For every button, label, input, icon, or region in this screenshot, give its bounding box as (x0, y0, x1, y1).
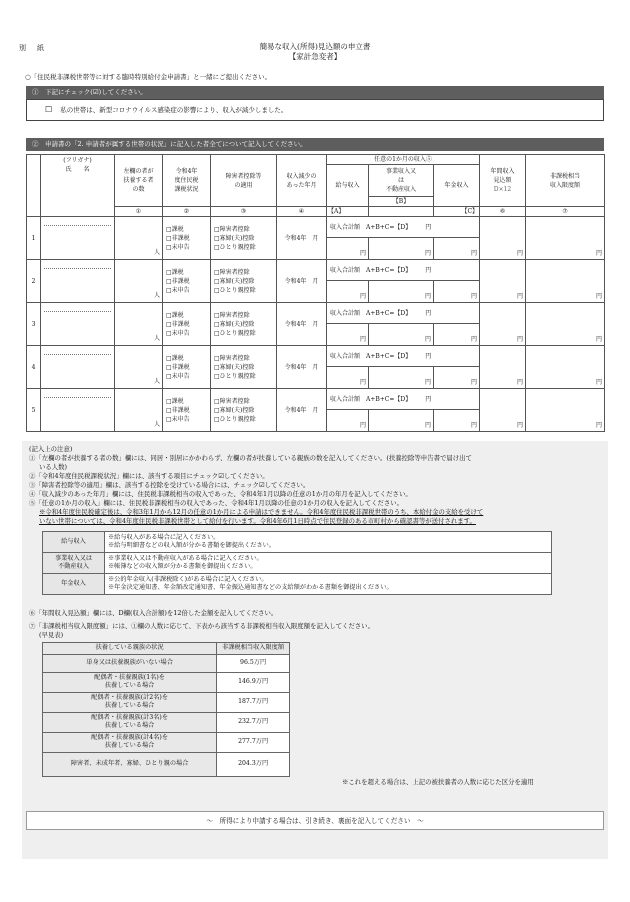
pension-income-cell[interactable] (434, 238, 480, 260)
limit-row (43, 692, 290, 712)
dependents-header-2: 扶養する者 (123, 177, 154, 184)
limit-row-status-line: 障害者、未成年者、寡婦、ひとり親の場合 (70, 759, 189, 767)
income-sum-label: 収入合計額 A+B+C=【D】 (330, 395, 412, 403)
circ-4: ④ (277, 207, 327, 217)
deduction-option-disability[interactable]: □障害者控除 (214, 311, 250, 319)
limit-row-status-line: 配偶者・扶養親族(1名)を (94, 673, 165, 681)
covid-checkbox-label: 私の世帯は、新型コロナウイルス感染症の影響により、収入が減少しました。 (60, 106, 288, 114)
income-type-pension-note-1: ※公的年金収入(非課税除く)がある場合に記入ください。 (108, 575, 268, 583)
covid-checkbox[interactable]: ☐ (45, 105, 53, 114)
furigana-field[interactable] (44, 260, 111, 269)
limit-row-status (43, 654, 217, 672)
salary-income-cell[interactable] (327, 324, 369, 346)
limit-cell[interactable] (526, 303, 605, 346)
household-table (26, 154, 605, 432)
limit-header-1: 非課税相当 (550, 172, 581, 180)
income-type-pension-note-2: ※年金決定通知書、年金額改定通知書、年金振込通知書などの支給額がわかる書類を御提出ください。 (108, 584, 393, 591)
dependents-cell[interactable] (115, 260, 163, 303)
limit-row-status-line: 扶養している場合 (104, 722, 155, 729)
limit-row (43, 752, 290, 776)
limit-cell[interactable] (526, 217, 605, 260)
business-income-cell[interactable] (369, 367, 434, 389)
limit-cell[interactable] (526, 260, 605, 303)
income-sum-cell[interactable] (327, 217, 480, 238)
pension-income-cell[interactable] (434, 324, 480, 346)
tax-status-cell (163, 303, 211, 346)
business-yen: 円 (424, 293, 431, 300)
pension-letter: 【C】 (434, 207, 480, 217)
section1-header: ① 下記にチェック(☑)してください。 (26, 86, 604, 99)
form-title: 簡易な収入(所得)見込額の申立書 (259, 42, 371, 51)
limit-yen: 円 (596, 293, 603, 300)
person-unit: 人 (153, 335, 160, 342)
tax-option-nontaxable[interactable]: □非課税 (166, 277, 190, 285)
decrease-month-cell[interactable]: 令和4年 月 (277, 346, 327, 389)
annual-income-cell[interactable] (480, 217, 526, 260)
note-4: ④「収入減少のあった年月」欄には、住民税非課税相当の収入であった、令和4年1月以降の任意の1か月の年月を記入してください。 (29, 490, 412, 498)
business-income-cell[interactable] (369, 410, 434, 432)
circ-3: ③ (211, 207, 277, 217)
name-cell[interactable] (41, 217, 115, 260)
tax-option-taxable[interactable]: □課税 (166, 268, 184, 276)
salary-yen: 円 (359, 293, 366, 300)
income-type-business-2: 不動産収入 (58, 563, 89, 570)
limit-row-status (43, 672, 217, 692)
pension-income-cell[interactable] (434, 281, 480, 303)
deduction-option-single-parent[interactable]: □ひとり親控除 (214, 286, 256, 294)
circ-6: ⑥ (480, 207, 526, 217)
furigana-field[interactable] (44, 217, 111, 226)
note-5-warning-1: ※令和4年度住民税確定後は、令和3年1月から12月の任意の1か月による申請はできません。令和4年度住民税非課税世帯のうち、本給付金の支給を受けて (39, 508, 484, 516)
annual-income-cell[interactable] (480, 303, 526, 346)
pension-header: 年金収入 (434, 165, 480, 207)
limit-row-status-line: 扶養している場合 (104, 702, 155, 709)
annual-yen: 円 (517, 379, 524, 386)
income-type-business-note-1: ※事業収入又は不動産収入がある場合に記入ください。 (108, 554, 263, 562)
circ-1: ① (115, 207, 163, 217)
limit-row-amount: 277.7万円 (217, 732, 290, 752)
row-number: 2 (27, 260, 41, 303)
tax-option-nontaxable[interactable]: □非課税 (166, 406, 190, 414)
tax-status-header-3: 課税状況 (174, 186, 199, 193)
tax-status-cell (163, 260, 211, 303)
annual-yen: 円 (517, 293, 524, 300)
business-header-2: は (397, 177, 404, 184)
person-row (27, 389, 605, 410)
deduction-cell (211, 217, 277, 260)
deduction-option-disability[interactable]: □障害者控除 (214, 268, 250, 276)
pension-yen: 円 (471, 250, 478, 257)
limit-table-header-amount: 非課税相当収入限度額 (217, 643, 290, 655)
dependents-header-3: の数 (132, 186, 145, 193)
limit-row-amount: 204.3万円 (217, 752, 290, 776)
limit-row-status (43, 712, 217, 732)
limit-yen: 円 (596, 422, 603, 429)
salary-income-cell[interactable] (327, 281, 369, 303)
tax-status-cell (163, 346, 211, 389)
tax-option-undeclared[interactable]: □未申告 (166, 372, 190, 380)
tax-status-header-1: 令和4年 (175, 168, 198, 175)
deduction-option-widow[interactable]: □寡婦(夫)控除 (214, 363, 255, 371)
person-unit: 人 (153, 421, 160, 428)
dependents-header-1: 左欄の者が (123, 168, 154, 175)
salary-income-cell[interactable] (327, 410, 369, 432)
person-row (27, 303, 605, 324)
income-sum-label: 収入合計額 A+B+C=【D】 (330, 223, 412, 231)
row-number: 4 (27, 346, 41, 389)
income-sum-label: 収入合計額 A+B+C=【D】 (330, 266, 412, 274)
note-7: ⑦「非課税相当収入限度額」には、①欄の人数に応じて、下表から該当する非課税相当収入限度額を記入してください。 (29, 622, 374, 630)
income-sum-yen: 円 (425, 309, 432, 317)
tax-option-nontaxable[interactable]: □非課税 (166, 363, 190, 371)
annual-header-2: 見込額 (493, 177, 512, 184)
note-5-warning-2: いない世帯については、令和4年度住民税非課税世帯として給付を行います。令和4年6月1日時点で住民登録のある市町村から確認書等が送付されます。 (39, 517, 476, 525)
business-header-3: 不動産収入 (385, 186, 416, 193)
person-rows (27, 217, 605, 432)
limit-row-amount: 146.9万円 (217, 672, 290, 692)
dependents-cell[interactable] (115, 346, 163, 389)
deduction-option-widow[interactable]: □寡婦(夫)控除 (214, 406, 255, 414)
form-subtitle: 【家計急変者】 (288, 52, 342, 61)
row-number: 3 (27, 303, 41, 346)
annual-header-1: 年間収入 (490, 168, 515, 175)
business-letter: 【B】 (369, 197, 434, 207)
annual-yen: 円 (517, 250, 524, 257)
pension-yen: 円 (471, 422, 478, 429)
income-sum-cell[interactable] (327, 389, 480, 410)
attachment-label: 別 紙 (19, 44, 46, 52)
dependents-cell[interactable] (115, 389, 163, 432)
tax-option-taxable[interactable]: □課税 (166, 354, 184, 362)
income-sum-label: 収入合計額 A+B+C=【D】 (330, 309, 412, 317)
limit-row-status-line: 配偶者・扶養親族(計4名)を (91, 733, 169, 741)
name-cell[interactable] (41, 389, 115, 432)
salary-letter: 【A】 (327, 207, 369, 217)
business-income-cell[interactable] (369, 238, 434, 260)
limit-row (43, 712, 290, 732)
tax-option-taxable[interactable]: □課税 (166, 397, 184, 405)
circ-7: ⑦ (526, 207, 605, 217)
business-yen: 円 (424, 336, 431, 343)
business-yen: 円 (424, 250, 431, 257)
salary-yen: 円 (359, 379, 366, 386)
business-yen: 円 (424, 422, 431, 429)
deduction-option-widow[interactable]: □寡婦(夫)控除 (214, 234, 255, 242)
person-unit: 人 (153, 378, 160, 385)
tax-option-undeclared[interactable]: □未申告 (166, 329, 190, 337)
limit-row-amount: 187.7万円 (217, 692, 290, 712)
footer-message: ～ 所得により申請する場合は、引き続き、裏面を記入してください ～ (26, 811, 604, 830)
form-title-block (0, 42, 630, 62)
tax-option-taxable[interactable]: □課税 (166, 311, 184, 319)
limit-row-status-line: 配偶者・扶養親族(計3名)を (91, 713, 169, 721)
limit-yen: 円 (596, 379, 603, 386)
income-sum-yen: 円 (425, 223, 432, 231)
income-type-salary: 給与収入 (43, 532, 105, 553)
salary-income-cell[interactable] (327, 238, 369, 260)
decrease-header-2: あった年月 (286, 181, 317, 189)
decrease-month-cell[interactable]: 令和4年 月 (277, 260, 327, 303)
limit-rows (43, 654, 290, 776)
note-2: ②「令和4年度住民税課税状況」欄には、該当する項目にチェック☑してください。 (29, 472, 269, 480)
note-1a: ①「左欄の者が扶養する者の数」欄には、同居・別居にかかわらず、左欄の者が扶養している親族の数を記入してください。(扶養控除等申告書で届け出て (29, 454, 472, 462)
limit-row (43, 654, 290, 672)
tax-option-nontaxable[interactable]: □非課税 (166, 234, 190, 242)
pension-yen: 円 (471, 379, 478, 386)
annual-income-cell[interactable] (480, 260, 526, 303)
income-sum-yen: 円 (425, 352, 432, 360)
deduction-option-disability[interactable]: □障害者控除 (214, 354, 250, 362)
income-sum-yen: 円 (425, 395, 432, 403)
person-unit: 人 (153, 249, 160, 256)
limit-row-status (43, 752, 217, 776)
note-6: ⑥「年間収入見込額」欄には、D欄(収入合計額)を12倍した金額を記入してください。 (29, 609, 278, 617)
salary-yen: 円 (359, 336, 366, 343)
income-type-salary-note-2: ※給与明細書などの収入額が分かる書類を御提出ください。 (108, 542, 276, 549)
deduction-option-widow[interactable]: □寡婦(夫)控除 (214, 320, 255, 328)
deduction-option-single-parent[interactable]: □ひとり親控除 (214, 372, 256, 380)
decrease-month-cell[interactable]: 令和4年 月 (277, 303, 327, 346)
annual-income-cell[interactable] (480, 389, 526, 432)
section2-header: ② 申請書の「2. 申請者が属する世帯の状況」に記入した者全てについて記入してください。 (26, 138, 604, 151)
deduction-option-single-parent[interactable]: □ひとり親控除 (214, 415, 256, 423)
limit-row (43, 672, 290, 692)
income-type-salary-note-1: ※給与収入がある場合に記入ください。 (108, 533, 220, 541)
pension-yen: 円 (471, 293, 478, 300)
annual-income-cell[interactable] (480, 346, 526, 389)
name-cell[interactable] (41, 346, 115, 389)
decrease-month-cell[interactable]: 令和4年 月 (277, 217, 327, 260)
income-types-table (42, 531, 552, 595)
limit-row-status (43, 732, 217, 752)
deduction-option-single-parent[interactable]: □ひとり親控除 (214, 329, 256, 337)
deduction-cell (211, 303, 277, 346)
name-cell[interactable] (41, 260, 115, 303)
income-type-pension: 年金収入 (43, 574, 105, 595)
section1-body (26, 99, 604, 121)
limit-row-amount: 96.5万円 (217, 654, 290, 672)
limit-yen: 円 (596, 336, 603, 343)
salary-yen: 円 (359, 422, 366, 429)
income-sum-label: 収入合計額 A+B+C=【D】 (330, 352, 412, 360)
circ-2: ② (163, 207, 211, 217)
tax-option-nontaxable[interactable]: □非課税 (166, 320, 190, 328)
limit-header-2: 収入限度額 (550, 181, 581, 189)
pension-yen: 円 (471, 336, 478, 343)
note-7-sub: (早見表) (39, 631, 64, 639)
limit-row-status (43, 692, 217, 712)
limit-row (43, 732, 290, 752)
business-header-1: 事業収入又 (385, 168, 416, 175)
tax-option-undeclared[interactable]: □未申告 (166, 286, 190, 294)
name-cell[interactable] (41, 303, 115, 346)
limit-cell[interactable] (526, 389, 605, 432)
limit-cell[interactable] (526, 346, 605, 389)
furigana-field[interactable] (44, 303, 111, 312)
deduction-option-disability[interactable]: □障害者控除 (214, 397, 250, 405)
deduction-header-2: の適用 (234, 181, 253, 189)
tax-option-taxable[interactable]: □課税 (166, 225, 184, 233)
decrease-month-cell[interactable]: 令和4年 月 (277, 389, 327, 432)
deduction-option-single-parent[interactable]: □ひとり親控除 (214, 243, 256, 251)
intro-text: ○「住民税非課税世帯等に対する臨時特別給付金申請書」と一緒にご提出ください。 (25, 73, 272, 81)
notes-heading: (記入上の注意) (29, 445, 73, 453)
furigana-field[interactable] (44, 389, 111, 398)
annual-yen: 円 (517, 422, 524, 429)
person-row (27, 346, 605, 367)
tax-status-header-2: 度住民税 (174, 177, 199, 184)
salary-income-cell[interactable] (327, 367, 369, 389)
salary-yen: 円 (359, 250, 366, 257)
note-5: ⑤「任意の1か月の収入」欄には、住民税非課税相当の収入であった、令和4年1月以降の任意の1か月の収入を記入してください。 (29, 499, 404, 507)
tax-status-cell (163, 217, 211, 260)
person-unit: 人 (153, 292, 160, 299)
limit-row-status-line: 扶養している場合 (104, 682, 155, 689)
income-type-business-note-2: ※帳簿などの収入額が分かる書類を御提出ください。 (108, 563, 257, 570)
monthly-income-header: 任意の1か月の収入⑤ (327, 155, 480, 165)
note-1b: いる人数) (39, 463, 68, 471)
tax-option-undeclared[interactable]: □未申告 (166, 415, 190, 423)
limit-yen: 円 (596, 250, 603, 257)
income-sum-cell[interactable] (327, 260, 480, 281)
limit-table-header-status: 扶養している親族の状況 (43, 643, 217, 655)
limit-side-note: ※これを超える場合は、上記の被扶養者の人数に応じた区分を適用 (342, 778, 534, 786)
row-number: 1 (27, 217, 41, 260)
notes-panel (22, 441, 608, 859)
dependents-cell[interactable] (115, 217, 163, 260)
deduction-header-1: 障害者控除等 (225, 172, 262, 180)
annual-header-3: D×12 (493, 186, 512, 193)
note-3: ③「障害者控除等の適用」欄は、該当する控除を受けている場合には、チェック☑してください。 (29, 481, 310, 489)
business-yen: 円 (424, 379, 431, 386)
dependents-cell[interactable] (115, 303, 163, 346)
income-sum-yen: 円 (425, 266, 432, 274)
furigana-field[interactable] (44, 346, 111, 355)
limit-row-amount: 232.7万円 (217, 712, 290, 732)
salary-header: 給与収入 (327, 165, 369, 207)
person-row (27, 217, 605, 238)
business-income-cell[interactable] (369, 281, 434, 303)
furigana-header: (フリガナ) (63, 157, 92, 164)
business-income-cell[interactable] (369, 324, 434, 346)
deduction-option-disability[interactable]: □障害者控除 (214, 225, 250, 233)
deduction-cell (211, 389, 277, 432)
tax-status-cell (163, 389, 211, 432)
person-row (27, 260, 605, 281)
annual-yen: 円 (517, 336, 524, 343)
deduction-cell (211, 346, 277, 389)
decrease-header-1: 収入減少の (286, 172, 317, 180)
row-number: 5 (27, 389, 41, 432)
deduction-cell (211, 260, 277, 303)
tax-option-undeclared[interactable]: □未申告 (166, 243, 190, 251)
income-type-business-1: 事業収入又は (54, 554, 93, 562)
pension-income-cell[interactable] (434, 410, 480, 432)
name-header: 氏 名 (65, 166, 90, 173)
deduction-option-widow[interactable]: □寡婦(夫)控除 (214, 277, 255, 285)
limit-table (42, 642, 290, 777)
pension-income-cell[interactable] (434, 367, 480, 389)
income-sum-cell[interactable] (327, 303, 480, 324)
income-sum-cell[interactable] (327, 346, 480, 367)
limit-row-status-line: 単身又は扶養親族がいない場合 (86, 658, 173, 666)
limit-row-status-line: 配偶者・扶養親族(計2名)を (91, 693, 169, 701)
limit-row-status-line: 扶養している場合 (104, 742, 155, 749)
